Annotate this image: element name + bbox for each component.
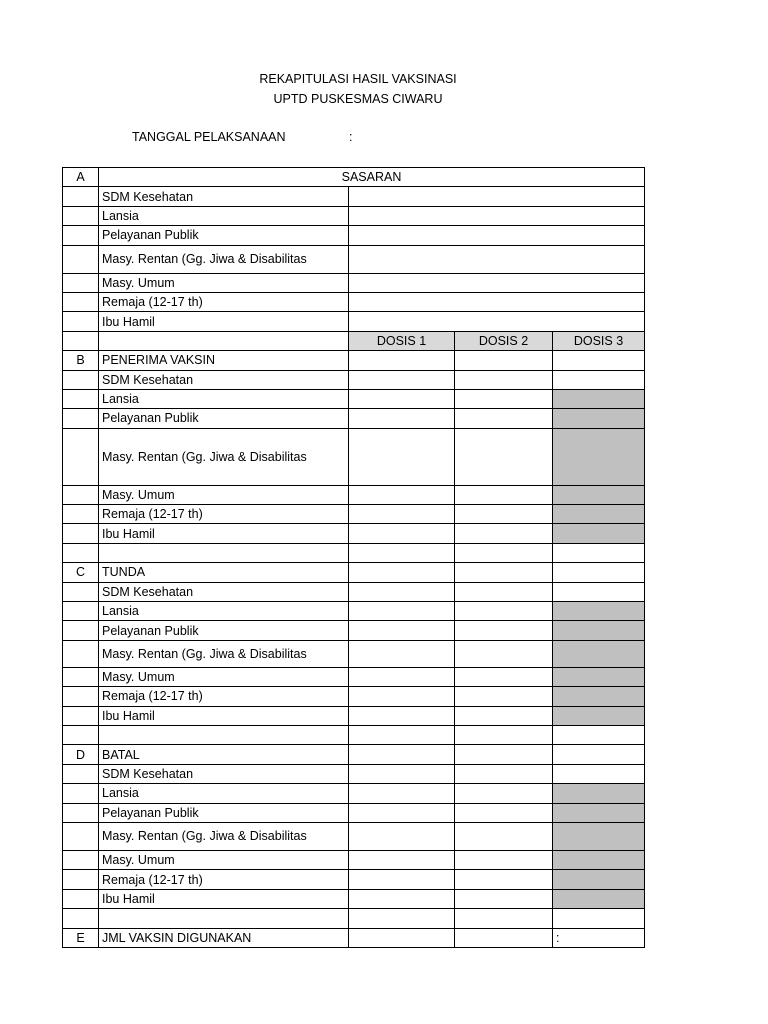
dose-1-cell[interactable] xyxy=(349,822,455,850)
section-c-header-row xyxy=(63,563,645,582)
row-label: Lansia xyxy=(99,389,349,408)
dose-1-cell[interactable] xyxy=(349,889,455,908)
dose-2-cell[interactable] xyxy=(455,582,553,601)
row-label: Masy. Rentan (Gg. Jiwa & Disabilitas xyxy=(99,428,349,485)
dose-3-cell[interactable] xyxy=(553,764,645,783)
dose-1-cell[interactable] xyxy=(349,485,455,504)
dose-2-header: DOSIS 2 xyxy=(455,331,553,350)
table-row xyxy=(63,822,645,850)
dose-2-cell[interactable] xyxy=(455,409,553,428)
dose-2-cell[interactable] xyxy=(455,928,553,947)
table-row xyxy=(63,706,645,725)
dose-1-cell[interactable] xyxy=(349,602,455,621)
section-d-header-row xyxy=(63,745,645,764)
row-label: Masy. Umum xyxy=(99,485,349,504)
table-row xyxy=(63,206,645,225)
table-row xyxy=(63,273,645,292)
row-label: Masy. Rentan (Gg. Jiwa & Disabilitas xyxy=(99,822,349,850)
dose-2-cell[interactable] xyxy=(455,687,553,706)
blank-row xyxy=(63,909,645,928)
report-subtitle: UPTD PUSKESMAS CIWARU xyxy=(273,92,443,106)
dose-2-cell[interactable] xyxy=(455,485,553,504)
section-code: C xyxy=(63,563,99,582)
dose-1-cell[interactable] xyxy=(349,687,455,706)
table-row xyxy=(63,687,645,706)
dose-3-shaded-cell xyxy=(553,505,645,524)
row-label: SDM Kesehatan xyxy=(99,764,349,783)
dose-1-cell[interactable] xyxy=(349,784,455,803)
row-label: Masy. Umum xyxy=(99,850,349,869)
dose-2-cell[interactable] xyxy=(455,850,553,869)
dose-3-shaded-cell xyxy=(553,621,645,640)
table-row xyxy=(63,292,645,311)
row-label: Remaja (12-17 th) xyxy=(99,687,349,706)
dose-3-shaded-cell xyxy=(553,889,645,908)
row-label: Lansia xyxy=(99,206,349,225)
row-label: Lansia xyxy=(99,784,349,803)
table-row xyxy=(63,428,645,485)
row-label: Ibu Hamil xyxy=(99,889,349,908)
date-label: TANGGAL PELAKSANAAN xyxy=(132,130,286,144)
dose-1-cell[interactable] xyxy=(349,505,455,524)
dose-2-cell[interactable] xyxy=(455,524,553,543)
section-title: JML VAKSIN DIGUNAKAN xyxy=(99,928,349,947)
table-row xyxy=(63,640,645,667)
recap-table xyxy=(62,167,645,948)
section-title: PENERIMA VAKSIN xyxy=(99,351,349,370)
dose-1-cell[interactable] xyxy=(349,409,455,428)
value-cell[interactable] xyxy=(349,206,645,225)
row-label: Ibu Hamil xyxy=(99,524,349,543)
dose-2-cell[interactable] xyxy=(455,870,553,889)
dose-1-cell[interactable] xyxy=(349,621,455,640)
dose-1-cell[interactable] xyxy=(349,706,455,725)
row-label: Pelayanan Publik xyxy=(99,621,349,640)
row-label: Masy. Rentan (Gg. Jiwa & Disabilitas xyxy=(99,640,349,667)
section-code: A xyxy=(63,168,99,187)
dose-3-shaded-cell xyxy=(553,870,645,889)
dose-2-cell[interactable] xyxy=(455,784,553,803)
section-b-header-row xyxy=(63,351,645,370)
table-row xyxy=(63,850,645,869)
dose-2-cell[interactable] xyxy=(455,764,553,783)
section-a-header-row xyxy=(63,168,645,187)
row-label: SDM Kesehatan xyxy=(99,187,349,206)
table-row xyxy=(63,889,645,908)
dose-3-shaded-cell xyxy=(553,850,645,869)
row-label: Ibu Hamil xyxy=(99,706,349,725)
dose-3-shaded-cell xyxy=(553,485,645,504)
dose-1-cell[interactable] xyxy=(349,640,455,667)
table-row xyxy=(63,621,645,640)
table-row xyxy=(63,485,645,504)
row-label: Pelayanan Publik xyxy=(99,409,349,428)
table-row xyxy=(63,803,645,822)
row-label: Masy. Umum xyxy=(99,667,349,686)
dose-1-cell[interactable] xyxy=(349,667,455,686)
dose-3-cell[interactable] xyxy=(553,370,645,389)
dose-2-cell[interactable] xyxy=(455,706,553,725)
row-label: Lansia xyxy=(99,602,349,621)
section-e-row xyxy=(63,928,645,947)
row-label: Remaja (12-17 th) xyxy=(99,292,349,311)
dose-1-cell[interactable] xyxy=(349,928,455,947)
table-row xyxy=(63,524,645,543)
dose-2-cell[interactable] xyxy=(455,505,553,524)
dose-1-cell[interactable] xyxy=(349,524,455,543)
vaccine-total-colon[interactable]: : xyxy=(553,928,645,947)
value-cell[interactable] xyxy=(349,226,645,245)
dose-2-cell[interactable] xyxy=(455,822,553,850)
dose-3-shaded-cell xyxy=(553,803,645,822)
table-row xyxy=(63,389,645,408)
dose-3-shaded-cell xyxy=(553,706,645,725)
dose-3-shaded-cell xyxy=(553,409,645,428)
row-label: Masy. Rentan (Gg. Jiwa & Disabilitas xyxy=(99,245,349,273)
section-code: E xyxy=(63,928,99,947)
table-row xyxy=(63,764,645,783)
table-row xyxy=(63,245,645,273)
dose-3-shaded-cell xyxy=(553,524,645,543)
dose-2-cell[interactable] xyxy=(455,602,553,621)
dose-3-shaded-cell xyxy=(553,667,645,686)
value-cell[interactable] xyxy=(349,273,645,292)
dose-3-shaded-cell xyxy=(553,428,645,485)
table-row xyxy=(63,187,645,206)
value-cell[interactable] xyxy=(349,245,645,273)
dose-header-row xyxy=(63,331,645,350)
section-title: BATAL xyxy=(99,745,349,764)
blank-row xyxy=(63,725,645,744)
dose-1-cell[interactable] xyxy=(349,389,455,408)
dose-2-cell[interactable] xyxy=(455,621,553,640)
date-colon: : xyxy=(349,130,353,144)
section-title: TUNDA xyxy=(99,563,349,582)
dose-2-cell[interactable] xyxy=(455,370,553,389)
row-label: Remaja (12-17 th) xyxy=(99,870,349,889)
row-label: Remaja (12-17 th) xyxy=(99,505,349,524)
table-row xyxy=(63,312,645,331)
row-label: Pelayanan Publik xyxy=(99,226,349,245)
blank-row xyxy=(63,543,645,562)
value-cell[interactable] xyxy=(349,292,645,311)
dose-3-shaded-cell xyxy=(553,687,645,706)
dose-1-cell[interactable] xyxy=(349,850,455,869)
dose-2-cell[interactable] xyxy=(455,803,553,822)
dose-1-cell[interactable] xyxy=(349,764,455,783)
dose-2-cell[interactable] xyxy=(455,428,553,485)
section-code: B xyxy=(63,351,99,370)
value-cell[interactable] xyxy=(349,187,645,206)
table-row xyxy=(63,505,645,524)
dose-2-cell[interactable] xyxy=(455,389,553,408)
table-row xyxy=(63,226,645,245)
dose-2-cell[interactable] xyxy=(455,640,553,667)
section-title: SASARAN xyxy=(99,168,645,187)
dose-1-header: DOSIS 1 xyxy=(349,331,455,350)
dose-3-cell[interactable] xyxy=(553,582,645,601)
dose-1-cell[interactable] xyxy=(349,428,455,485)
report-title: REKAPITULASI HASIL VAKSINASI xyxy=(259,72,457,86)
dose-2-cell[interactable] xyxy=(455,889,553,908)
section-code: D xyxy=(63,745,99,764)
row-label: SDM Kesehatan xyxy=(99,370,349,389)
dose-1-cell[interactable] xyxy=(349,582,455,601)
dose-1-cell[interactable] xyxy=(349,803,455,822)
dose-3-shaded-cell xyxy=(553,822,645,850)
table-row xyxy=(63,667,645,686)
table-row xyxy=(63,370,645,389)
value-cell[interactable] xyxy=(349,312,645,331)
dose-3-shaded-cell xyxy=(553,389,645,408)
table-row xyxy=(63,582,645,601)
dose-2-cell[interactable] xyxy=(455,667,553,686)
dose-3-header: DOSIS 3 xyxy=(553,331,645,350)
row-label: Ibu Hamil xyxy=(99,312,349,331)
table-row xyxy=(63,409,645,428)
dose-3-shaded-cell xyxy=(553,602,645,621)
table-row xyxy=(63,602,645,621)
row-label: SDM Kesehatan xyxy=(99,582,349,601)
dose-1-cell[interactable] xyxy=(349,870,455,889)
row-label: Masy. Umum xyxy=(99,273,349,292)
row-label: Pelayanan Publik xyxy=(99,803,349,822)
dose-1-cell[interactable] xyxy=(349,370,455,389)
table-row xyxy=(63,870,645,889)
dose-3-shaded-cell xyxy=(553,784,645,803)
dose-3-shaded-cell xyxy=(553,640,645,667)
table-row xyxy=(63,784,645,803)
